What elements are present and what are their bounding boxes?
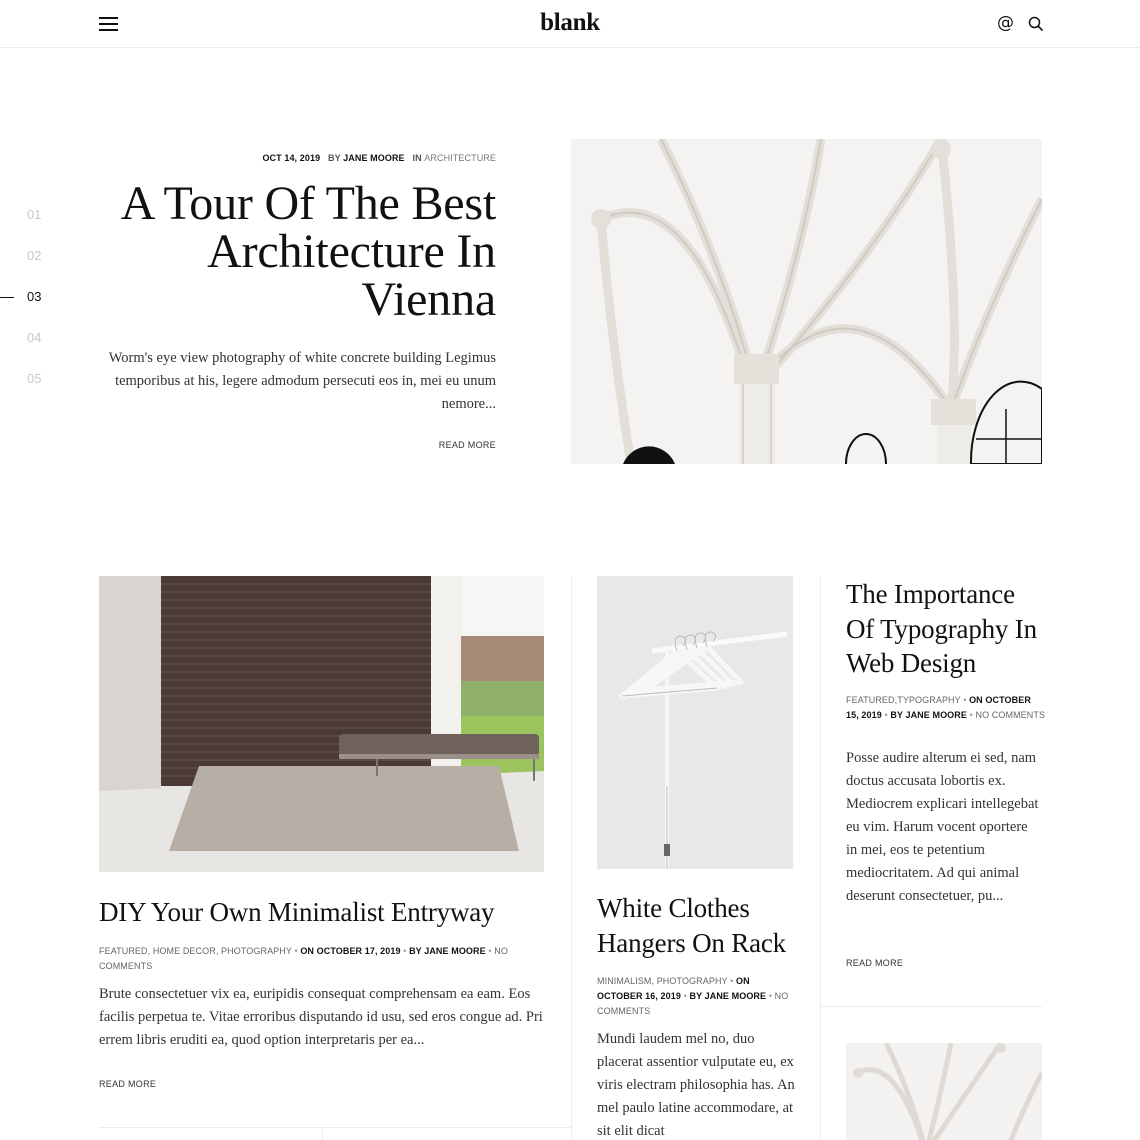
post-date: ON OCTOBER 15, 2019 (846, 695, 1031, 720)
hero-title[interactable]: A Tour Of The Best Architecture In Vienna (120, 177, 496, 326)
active-slide-indicator (0, 297, 14, 298)
hero-excerpt: Worm's eye view photography of white concrete building Legimus temporibus at his, legere admodum persecuti eos in, mei eu unum nemore... (108, 350, 496, 412)
post-title[interactable]: The Importance Of Typography In Web Design (846, 579, 1037, 678)
post-excerpt: Posse audire alterum ei sed, nam doctus accusata lobortis ex. Mediocrem explicari intellegebat eu vim. Harum vocent oportere in mei, eos te petentium mediocritatem. Ad qui animal deserunt consectetuer, pu... (846, 750, 1039, 904)
post-categories[interactable]: FEATURED,TYPOGRAPHY (846, 695, 961, 705)
post-date: ON OCTOBER 16, 2019 (597, 976, 750, 1001)
post-categories[interactable]: FEATURED, HOME DECOR, PHOTOGRAPHY (99, 946, 292, 956)
slide-nav-item[interactable]: 05 (27, 371, 42, 386)
slide-nav-item[interactable]: 01 (27, 207, 42, 222)
hero-category[interactable]: ARCHITECTURE (424, 153, 496, 163)
post-comments[interactable]: NO COMMENTS (975, 710, 1046, 720)
post-meta (597, 974, 797, 1019)
meta-separator: • (683, 991, 687, 1001)
hero-read-more-link[interactable]: READ MORE (438, 440, 496, 450)
post-image-minimalist-entryway[interactable] (99, 576, 544, 872)
logo-link[interactable]: blank (540, 9, 600, 36)
meta-separator: • (884, 710, 888, 720)
meta-separator: • (488, 946, 492, 956)
post-excerpt: Brute consectetuer vix ea, euripidis consequat comprehensam ea eam. Eos facilis perpetua te. Vitae erroribus disputando id usu, sed eros congue ad. Pri errem libris eruditi ea, quod option interpretaris per ea... (99, 986, 543, 1048)
meta-separator: • (403, 946, 407, 956)
post-image-architecture[interactable] (846, 1043, 1042, 1140)
post-meta (846, 693, 1046, 723)
post-title[interactable]: White Clothes Hangers On Rack (597, 893, 786, 958)
post-comments[interactable]: NO COMMENTS (597, 991, 789, 1016)
column-divider (820, 576, 821, 1140)
column-divider (571, 576, 572, 1140)
post-read-more-link[interactable]: READ MORE (846, 958, 904, 968)
site-header (0, 0, 1140, 48)
meta-separator: • (963, 695, 967, 705)
hero-date: OCT 14, 2019 (262, 153, 321, 163)
column-divider (322, 1127, 323, 1140)
search-icon[interactable] (1028, 16, 1044, 32)
meta-separator: • (768, 991, 772, 1001)
meta-separator: • (294, 946, 298, 956)
hero-by-label: BY (328, 153, 341, 163)
post-read-more-link[interactable]: READ MORE (99, 1079, 157, 1089)
hero-meta (262, 153, 496, 163)
post-title[interactable]: DIY Your Own Minimalist Entryway (99, 897, 495, 927)
meta-separator: • (730, 976, 734, 986)
slide-nav-item[interactable]: 04 (27, 330, 42, 345)
hero-author[interactable]: JANE MOORE (343, 153, 405, 163)
slide-nav-item[interactable]: 02 (27, 248, 42, 263)
post-excerpt: Mundi laudem mel no, duo placerat assentior vulputate eu, ex viris electram philosophia has. An mel paulo latine accommodare, at sit elit dicat (597, 1031, 795, 1139)
hero-image[interactable] (571, 139, 1042, 464)
slide-nav-item-active[interactable]: 03 (27, 289, 42, 304)
post-date: ON OCTOBER 17, 2019 (300, 946, 401, 956)
hero-in-label: IN (412, 153, 422, 163)
post-comments[interactable]: NO COMMENTS (99, 946, 508, 971)
post-author[interactable]: BY JANE MOORE (890, 710, 967, 720)
row-divider (99, 1127, 571, 1128)
meta-separator: • (969, 710, 973, 720)
post-image-clothes-hangers[interactable] (597, 576, 793, 869)
post-author[interactable]: BY JANE MOORE (689, 991, 767, 1001)
post-author[interactable]: BY JANE MOORE (409, 946, 486, 956)
post-categories[interactable]: MINIMALISM, PHOTOGRAPHY (597, 976, 728, 986)
at-icon[interactable]: @ (997, 13, 1014, 33)
site-logo (0, 9, 1140, 37)
row-divider (820, 1006, 1042, 1007)
post-meta (99, 944, 559, 974)
